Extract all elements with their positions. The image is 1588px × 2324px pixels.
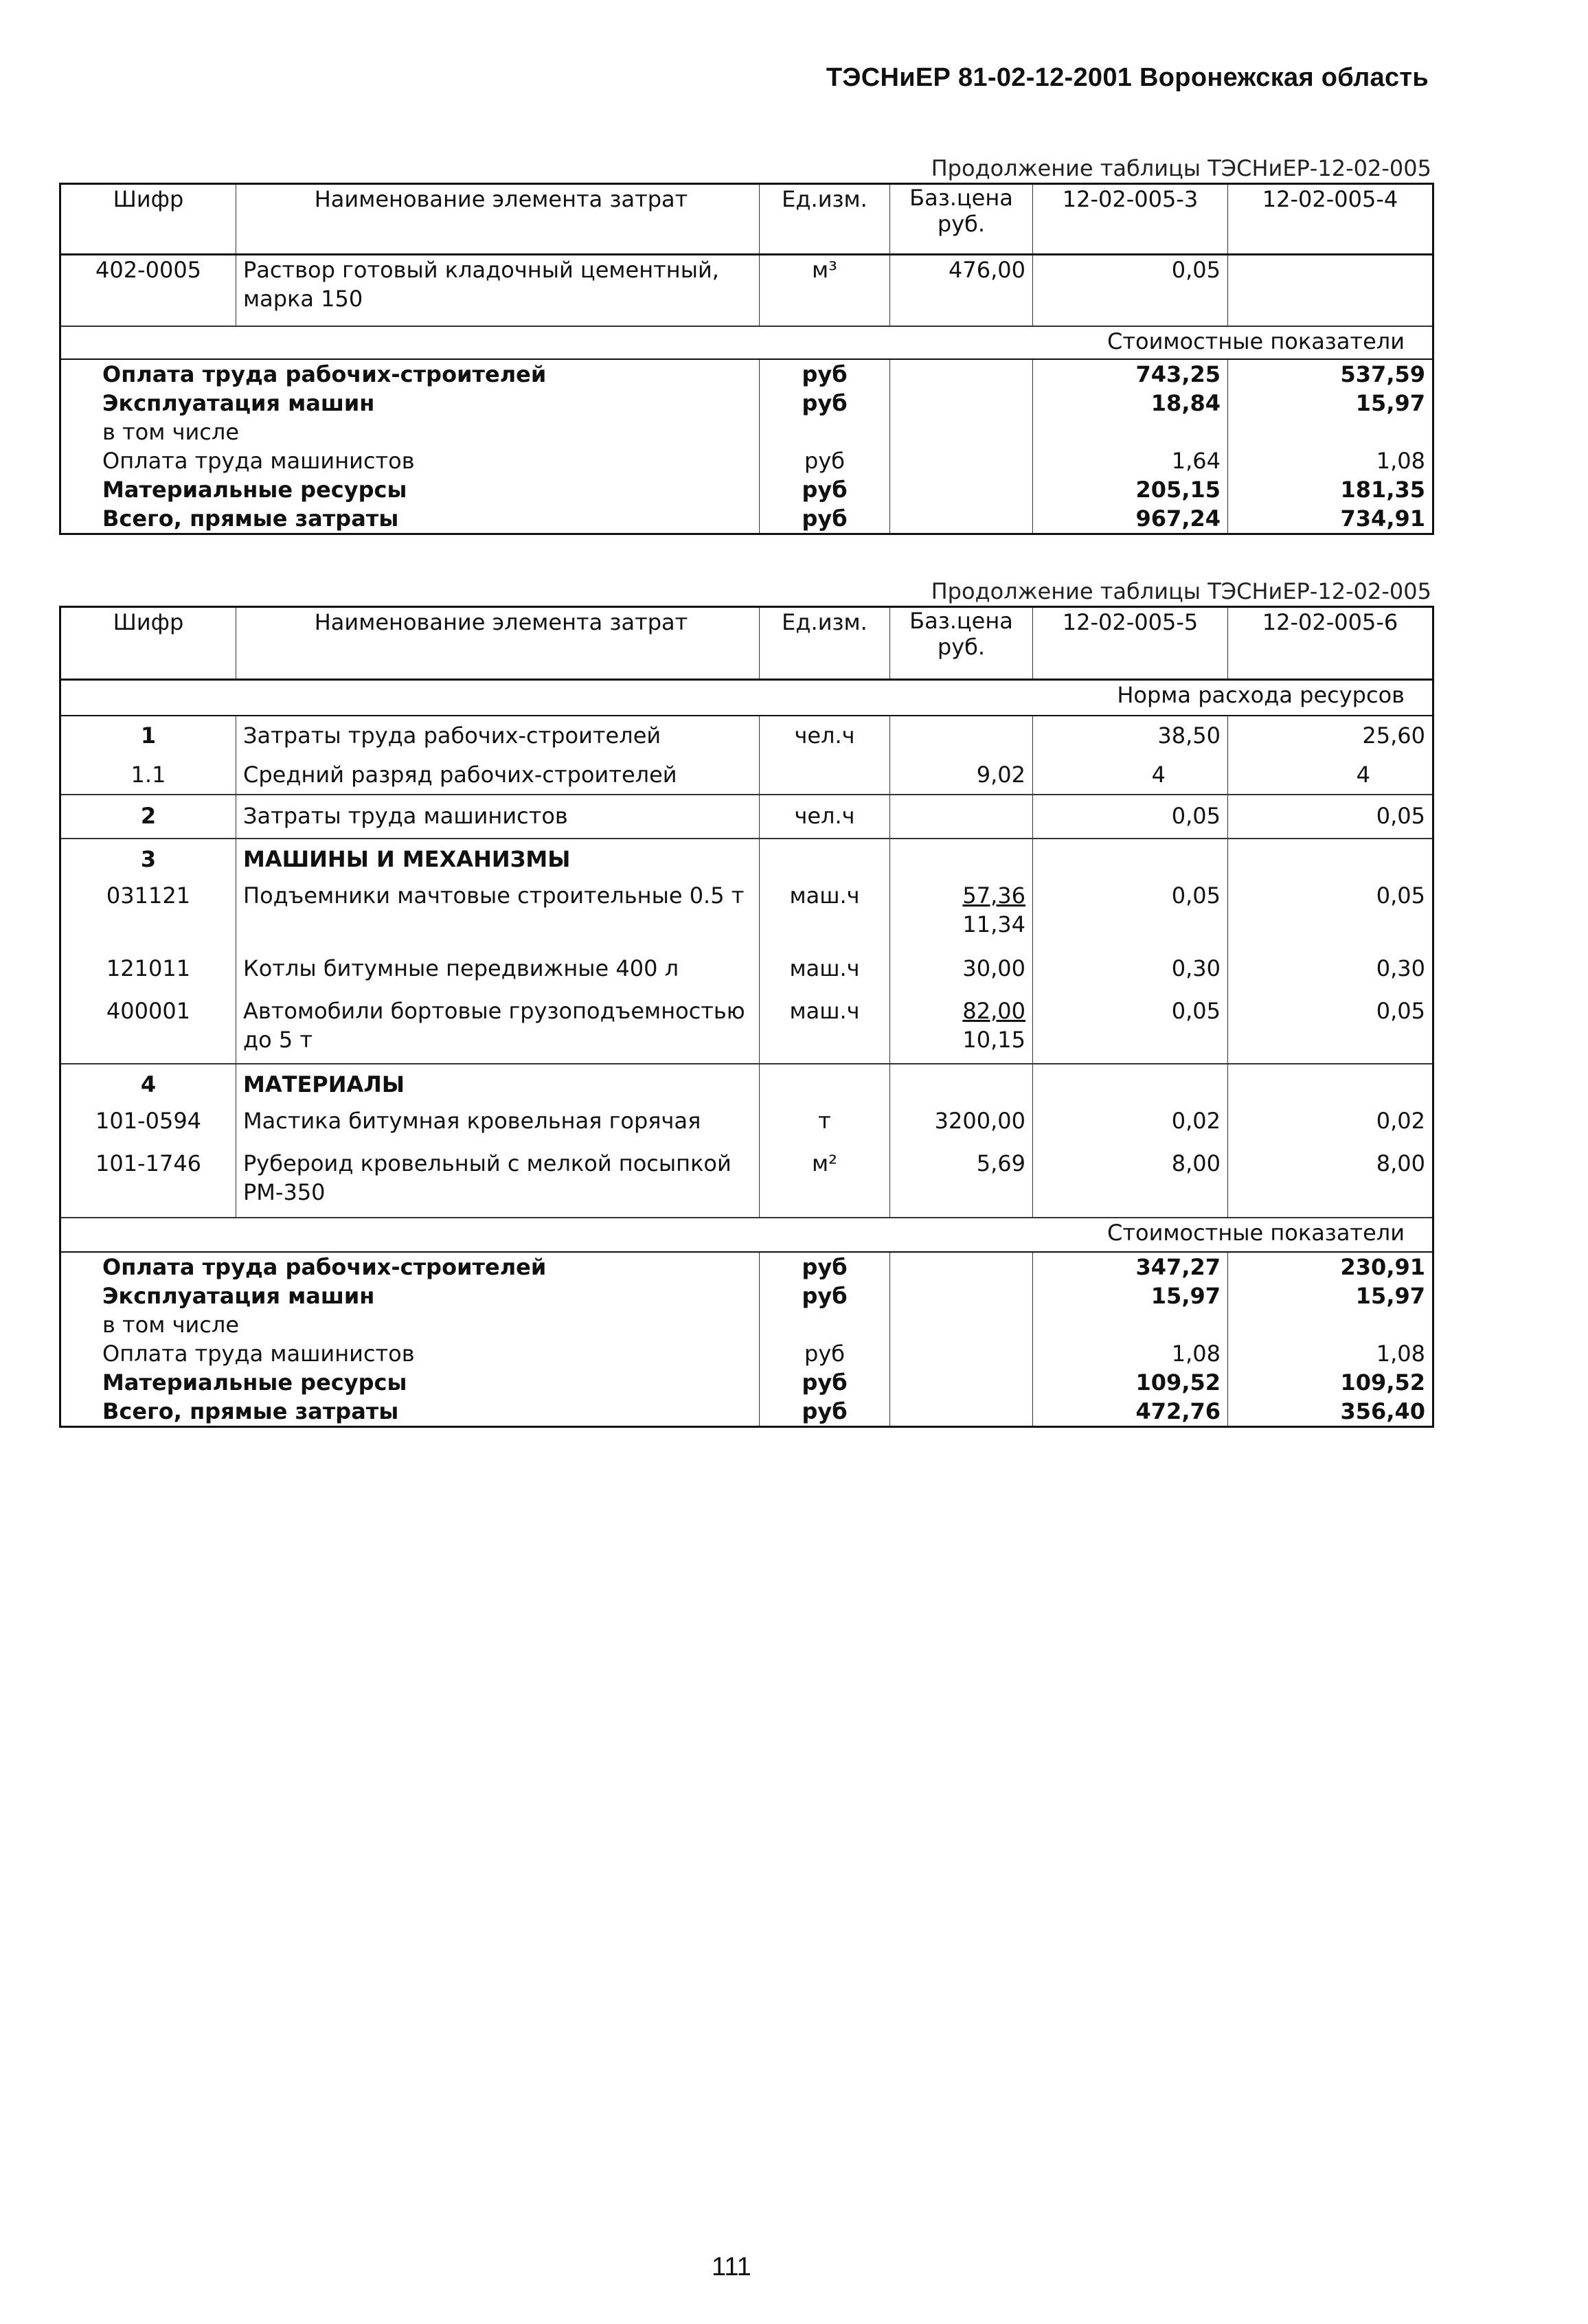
cost-row [60, 1281, 1433, 1310]
cost-row [60, 475, 1433, 504]
table-row [60, 716, 1433, 755]
cost-label: Всего, прямые затраты [102, 1398, 399, 1424]
col-header-c1: 12-02-005-5 [1033, 607, 1228, 680]
row-price-cell [890, 996, 1033, 1064]
col-header-c2: 12-02-005-4 [1228, 184, 1433, 255]
cost-row [60, 389, 1433, 418]
section-row [60, 839, 1433, 881]
cost-unit: руб [760, 1281, 890, 1310]
row-name: Котлы битумные передвижные 400 л [236, 954, 760, 996]
table2-header-row [60, 607, 1433, 680]
row-c2: 0,05 [1228, 795, 1433, 839]
table-row [60, 996, 1433, 1064]
cost-c2: 15,97 [1228, 1281, 1433, 1310]
row-c2: 0,05 [1228, 881, 1433, 954]
cost-c2: 109,52 [1228, 1368, 1433, 1397]
cost-price-empty [890, 446, 1033, 475]
section-title: МАТЕРИАЛЫ [236, 1064, 760, 1106]
col-header-c2: 12-02-005-6 [1228, 607, 1433, 680]
cost-price-empty [890, 1281, 1033, 1310]
row-c1: 8,00 [1033, 1149, 1228, 1218]
cost-label: Материальные ресурсы [102, 1369, 407, 1395]
cost-c1: 743,25 [1033, 359, 1228, 389]
row-c1: 4 [1033, 755, 1228, 795]
cost-price-empty [890, 1368, 1033, 1397]
cost-price-empty [890, 359, 1033, 389]
col-header-unit: Ед.изм. [760, 607, 890, 680]
row-c2: 0,30 [1228, 954, 1433, 996]
col-header-c1: 12-02-005-3 [1033, 184, 1228, 255]
row-unit [760, 755, 890, 795]
col-header-code: Шифр [60, 607, 236, 680]
row-unit: чел.ч [760, 716, 890, 755]
section-row [60, 1064, 1433, 1106]
row-c1: 0,05 [1033, 996, 1228, 1064]
cost-label: Оплата труда рабочих-строителей [102, 1253, 547, 1280]
row-unit: маш.ч [760, 996, 890, 1064]
row-c1: 0,30 [1033, 954, 1228, 996]
document-title: ТЭСНиЕР 81-02-12-2001 Воронежская область [826, 63, 1429, 92]
table1-header-row [60, 184, 1433, 255]
cost-unit [760, 418, 890, 446]
cost-c1: 18,84 [1033, 389, 1228, 418]
norm-band-row [60, 680, 1433, 716]
row-code: 4 [60, 1064, 236, 1106]
row-unit [760, 839, 890, 881]
row-price: 3200,00 [890, 1106, 1033, 1149]
col-header-name: Наименование элемента затрат [236, 184, 760, 255]
row-name: Подъемники мачтовые строительные 0.5 т [236, 881, 760, 954]
row-price [890, 1064, 1033, 1106]
cost-c1: 1,64 [1033, 446, 1228, 475]
table1 [59, 183, 1434, 535]
cost-band-row [60, 1218, 1433, 1252]
row-code: 402-0005 [95, 257, 202, 283]
row-code: 121011 [106, 955, 191, 981]
cost-price-empty [890, 1310, 1033, 1339]
row-c2 [1228, 839, 1433, 881]
table-row [60, 795, 1433, 839]
cost-c2: 537,59 [1228, 359, 1433, 389]
row-code: 1.1 [131, 761, 166, 788]
cost-unit: руб [760, 1252, 890, 1281]
col-header-name: Наименование элемента затрат [236, 607, 760, 680]
row-code: 031121 [106, 882, 191, 909]
cost-label: Эксплуатация машин [102, 1282, 375, 1309]
row-name: Средний разряд рабочих-строителей [236, 755, 760, 795]
cost-row [60, 1339, 1433, 1368]
row-name: Рубероид кровельный с мелкой посыпкой РМ-350 [236, 1149, 760, 1218]
row-price-cell [890, 881, 1033, 954]
cost-c1: 967,24 [1033, 504, 1228, 534]
page-number: 111 [712, 2253, 751, 2281]
row-code: 3 [60, 839, 236, 881]
cost-c1: 472,76 [1033, 1397, 1228, 1427]
cost-c1 [1033, 1310, 1228, 1339]
row-price [890, 716, 1033, 755]
cost-price-empty [890, 418, 1033, 446]
col-header-unit: Ед.изм. [760, 184, 890, 255]
table2 [59, 606, 1434, 1428]
section-title: МАШИНЫ И МЕХАНИЗМЫ [236, 839, 760, 881]
cost-label: в том числе [102, 1311, 239, 1338]
row-unit: чел.ч [760, 795, 890, 839]
cost-c1: 109,52 [1033, 1368, 1228, 1397]
row-unit [760, 1064, 890, 1106]
cost-row [60, 1310, 1433, 1339]
table-row [60, 881, 1433, 954]
row-price: 9,02 [890, 755, 1033, 795]
row-c2 [1228, 1064, 1433, 1106]
cost-band-label: Стоимостные показатели [60, 1218, 1433, 1252]
row-code: 101-0594 [95, 1107, 202, 1134]
cost-price-empty [890, 389, 1033, 418]
cost-label: Материальные ресурсы [102, 476, 407, 503]
row-c1: 0,05 [1033, 795, 1228, 839]
cost-c1 [1033, 418, 1228, 446]
row-c2: 4 [1228, 755, 1433, 795]
cost-c2: 734,91 [1228, 504, 1433, 534]
cost-c2 [1228, 1310, 1433, 1339]
row-c1 [1033, 839, 1228, 881]
cost-price-empty [890, 1397, 1033, 1427]
row-code: 101-1746 [95, 1150, 202, 1176]
table-row [60, 255, 1433, 326]
cost-band-row [60, 326, 1433, 359]
row-c2: 25,60 [1228, 716, 1433, 755]
cost-row [60, 1368, 1433, 1397]
cost-c2: 1,08 [1228, 446, 1433, 475]
row-c1 [1033, 1064, 1228, 1106]
cost-c1: 347,27 [1033, 1252, 1228, 1281]
cost-c2: 15,97 [1228, 389, 1433, 418]
row-code: 2 [60, 795, 236, 839]
row-c1: 0,05 [1033, 255, 1228, 326]
row-unit: м³ [760, 255, 890, 326]
cost-unit: руб [760, 1368, 890, 1397]
table-row [60, 1149, 1433, 1218]
row-c1: 38,50 [1033, 716, 1228, 755]
row-name: Автомобили бортовые грузоподъемностью до 5 т [236, 996, 760, 1064]
cost-label: в том числе [102, 418, 239, 445]
cost-c2: 356,40 [1228, 1397, 1433, 1427]
row-c1: 0,05 [1033, 881, 1228, 954]
cost-unit: руб [760, 389, 890, 418]
cost-row [60, 504, 1433, 534]
cost-row [60, 359, 1433, 389]
cost-unit: руб [760, 475, 890, 504]
cost-row [60, 1397, 1433, 1427]
cost-label: Оплата труда рабочих-строителей [102, 361, 547, 387]
cost-label: Всего, прямые затраты [102, 505, 399, 532]
cost-row [60, 418, 1433, 446]
cost-label: Оплата труда машинистов [102, 447, 415, 474]
table-row [60, 755, 1433, 795]
row-price: 57,36 [962, 882, 1025, 909]
cost-unit: руб [760, 504, 890, 534]
cost-unit: руб [760, 1397, 890, 1427]
row-unit: маш.ч [760, 881, 890, 954]
cost-price-empty [890, 1339, 1033, 1368]
row-name: Затраты труда машинистов [236, 795, 760, 839]
cost-label: Эксплуатация машин [102, 389, 375, 416]
row-price: 82,00 [962, 997, 1025, 1024]
table-row [60, 1106, 1433, 1149]
col-header-price: Баз.цена руб. [890, 184, 1033, 255]
row-price: 476,00 [890, 255, 1033, 326]
cost-price-empty [890, 504, 1033, 534]
row-code: 400001 [106, 997, 191, 1024]
row-unit: м² [760, 1149, 890, 1218]
row-name: Раствор готовый кладочный цементный, марка 150 [236, 255, 760, 326]
row-c1: 0,02 [1033, 1106, 1228, 1149]
row-price [890, 795, 1033, 839]
row-price-machinist: 10,15 [962, 1026, 1025, 1053]
cost-unit: руб [760, 446, 890, 475]
table-row [60, 954, 1433, 996]
row-price: 5,69 [890, 1149, 1033, 1218]
cost-c2: 181,35 [1228, 475, 1433, 504]
row-code: 1 [140, 722, 157, 749]
cost-c1: 1,08 [1033, 1339, 1228, 1368]
cost-c2 [1228, 418, 1433, 446]
table2-continuation: Продолжение таблицы ТЭСНиЕР-12-02-005 [931, 578, 1431, 604]
norm-band-label: Норма расхода ресурсов [60, 680, 1433, 716]
col-header-code: Шифр [60, 184, 236, 255]
row-price [890, 839, 1033, 881]
row-c2: 8,00 [1228, 1149, 1433, 1218]
row-price-machinist: 11,34 [962, 911, 1025, 937]
row-c2 [1228, 255, 1433, 326]
row-c2: 0,02 [1228, 1106, 1433, 1149]
cost-price-empty [890, 475, 1033, 504]
row-unit: маш.ч [760, 954, 890, 996]
cost-row [60, 446, 1433, 475]
cost-band-label: Стоимостные показатели [60, 326, 1433, 359]
cost-c2: 230,91 [1228, 1252, 1433, 1281]
cost-price-empty [890, 1252, 1033, 1281]
cost-label: Оплата труда машинистов [102, 1340, 415, 1367]
row-unit: т [760, 1106, 890, 1149]
cost-c2: 1,08 [1228, 1339, 1433, 1368]
cost-c1: 15,97 [1033, 1281, 1228, 1310]
cost-unit: руб [760, 359, 890, 389]
cost-row [60, 1252, 1433, 1281]
row-price: 30,00 [890, 954, 1033, 996]
row-c2: 0,05 [1228, 996, 1433, 1064]
row-name: Затраты труда рабочих-строителей [236, 716, 760, 755]
row-name: Мастика битумная кровельная горячая [236, 1106, 760, 1149]
cost-unit: руб [760, 1339, 890, 1368]
col-header-price: Баз.цена руб. [890, 607, 1033, 680]
cost-unit [760, 1310, 890, 1339]
cost-c1: 205,15 [1033, 475, 1228, 504]
table1-continuation: Продолжение таблицы ТЭСНиЕР-12-02-005 [931, 155, 1431, 181]
